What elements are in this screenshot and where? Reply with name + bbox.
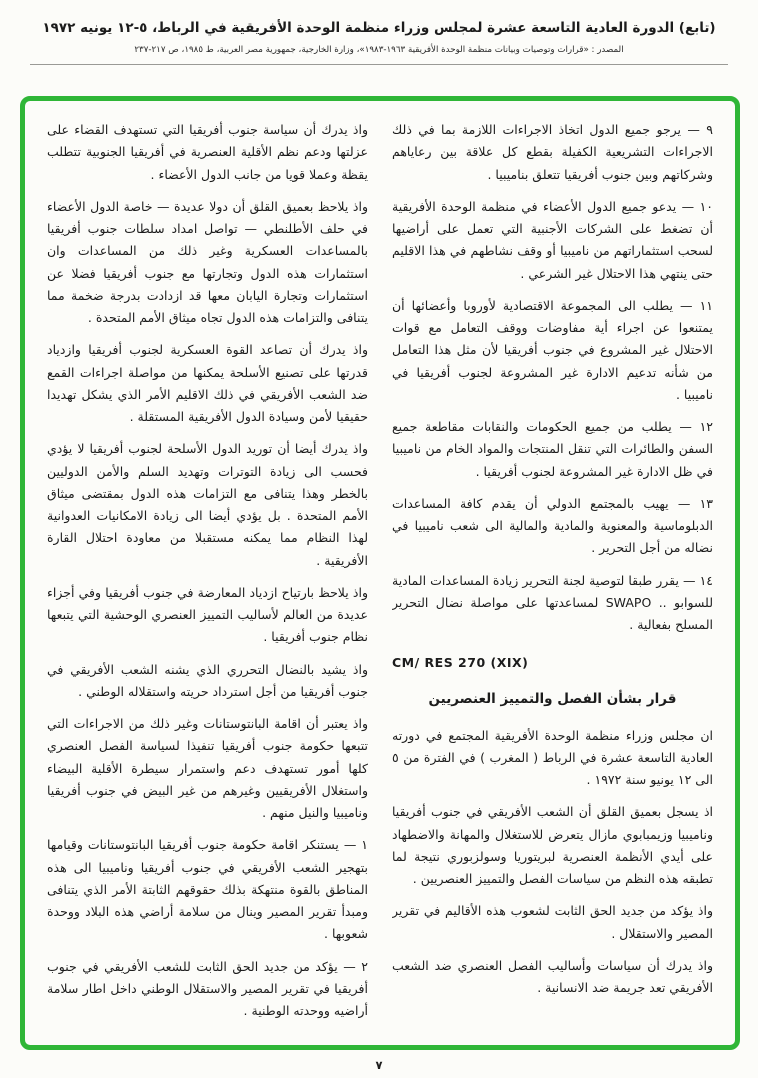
document-source: المصدر : «قرارات وتوصيات وبيانات منظمة الوحدة الأفريقية ١٩٦٣-١٩٨٣»، وزارة الخارجية، جمهورية مصر العربية، ط ١٩٨٥، ص ٢١٧-٢٣٧ — [30, 45, 728, 65]
paragraph: ١٣ — يهيب بالمجتمع الدولي أن يقدم كافة المساعدات الدبلوماسية والمعنوية والمادية والمالية الى شعب ناميبيا في نضاله من أجل التحرير . — [392, 495, 713, 556]
paragraph: واذ يشيد بالنضال التحرري الذي يشنه الشعب الأفريقي في جنوب أفريقيا من أجل استرداد حريته واستقلاله الوطني . — [47, 661, 368, 699]
resolution-code: CM/ RES 270 (XIX) — [392, 655, 529, 671]
paragraph: ٩ — يرجو جميع الدول اتخاذ الاجراءات اللازمة بما في ذلك الاجراءات التشريعية الكفيلة بقطع كل علاقة بين رعاياهم وشركاتهم وبين جنوب أفريقيا تتعلق بناميبيا . — [392, 122, 713, 182]
paragraph: اذ يسجل بعميق القلق أن الشعب الأفريقي في جنوب أفريقيا وناميبيا وزيمبابوي مازال يتعرض للاستغلال والمهانة والاضطهاد على أيدي الأنظمة العنصرية لبريتوريا وسولزبوري نتيجة لما تطبقه هذه النظم من سياسات الفصل والتمييز العنصريين . — [392, 804, 713, 887]
resolution-heading: قرار بشأن الفصل والتمييز العنصريين — [428, 690, 677, 707]
paragraph: واذ يلاحظ بعميق القلق أن دولا عديدة — خاصة الدول الأعضاء في حلف الأطلنطي — تواصل امداد سلطات جنوب أفريقيا بالمساعدات العسكرية وغير ذلك من المساعدات وان استثمارات هذه الدول وتجارتها مع جنوب أفريقيا فضلا عن استثمارات وتجارة اليابان معها قد ازدادت بدرجة ضخمة مما يتنافى والتزامات هذه الدول تجاه ميثاق الأمم المتحدة . — [47, 198, 368, 325]
paragraph: واذ يدرك أن سياسات وأساليب الفصل العنصري ضد الشعب الأفريقي تعد جريمة ضد الانسانية . — [392, 957, 713, 996]
document-header — [0, 0, 758, 65]
paragraph: ١٢ — يطلب من جميع الحكومات والنقابات مقاطعة جميع السفن والطائرات التي تنقل المنتجات والمواد الخام من ناميبيا في ظل الادارة غير المشروعة لجنوب أفريقيا . — [392, 419, 713, 479]
page-number: ٧ — [375, 1058, 383, 1072]
page-footer — [0, 1054, 758, 1073]
text-columns — [47, 119, 713, 1027]
document-title: (تابع) الدورة العادية التاسعة عشرة لمجلس وزراء منظمة الوحدة الأفريقية في الرباط، ٥-١٢ يونيه ١٩٧٢ — [42, 20, 716, 36]
paragraph: واذ يدرك أن سياسة جنوب أفريقيا التي تستهدف القضاء على عزلتها ودعم نظم الأقلية العنصرية في أفريقيا الجنوبية تتطلب يقظة وعملا قويا من جانب الدول الأعضاء . — [47, 122, 368, 182]
paragraph: ١١ — يطلب الى المجموعة الاقتصادية لأوروبا وأعضائها أن يمتنعوا عن اجراء أية مفاوضات ووقف التعامل مع قوات الاحتلال غير المشروع في جنوب أفريقيا لأن مثل هذا التعامل من شأنه تدعيم الادارة غير المشروعة لجنوب أفريقيا في ناميبيا . — [392, 297, 713, 402]
paragraph: واذ يؤكد من جديد الحق الثابت لشعوب هذه الأقاليم في تقرير المصير والاستقلال . — [392, 903, 713, 941]
paragraph: واذ يلاحظ بارتياح ازدياد المعارضة في جنوب أفريقيا وفي أجزاء عديدة من العالم لأساليب التمييز العنصري الوحشية التي يتبعها نظام جنوب أفريقيا . — [47, 584, 368, 645]
paragraph: ٢ — يؤكد من جديد الحق الثابت للشعب الأفريقي في جنوب أفريقيا في تقرير المصير والاستقلال الوطني داخل اطار سلامة أراضيه ووحدته الوطنية . — [47, 958, 368, 1018]
paragraph: ١ — يستنكر اقامة حكومة جنوب أفريقيا البانتوستانات وقيامها بتهجير الشعب الأفريقي في جنوب أفريقيا وناميبيا الى هذه المناطق بالقوة منتهكة بذلك حقوقهم الثابتة الأمر الذي يتنافى ومبدأ تقرير المصير وينال من سلامة أراضي هذه البلاد ووحدة شعوبها . — [47, 837, 368, 942]
paragraph: واذ يدرك أن تصاعد القوة العسكرية لجنوب أفريقيا وازدياد قدرتها على تصنيع الأسلحة يمكنها من مواصلة اجراءات القمع ضد الشعب الأفريقي في ذلك الاقليم الأمر الذي يشكل تهديدا حقيقيا لأمن وسيادة الدول الأفريقية المستقلة . — [47, 342, 368, 424]
paragraph: واذ يعتبر أن اقامة البانتوستانات وغير ذلك من الاجراءات التي تتبعها حكومة جنوب أفريقيا تنفيذا لسياسة الفصل العنصري كلها أمور تستهدف دعم واستمرار سيطرة الأقلية البيضاء واستغلال الأفريقيين وغيرهم من غير البيض في جنوب أفريقيا وناميبيا والنيل منهم . — [47, 716, 368, 820]
paragraph: واذ يدرك أيضا أن توريد الدول الأسلحة لجنوب أفريقيا لا يؤدي فحسب الى زيادة التوترات وتهديد السلم والأمن الدوليين بالخطر وهذا يتنافى مع التزامات هذه الدول بمقتضى ميثاق الأمم المتحدة . بل يؤدي أيضا الى زيادة الامكانيات العدوانية لهذا النظام مما يمكنه مستقبلا من معاودة احتلال القارة الأفريقية . — [47, 441, 368, 568]
content-frame — [20, 96, 740, 1050]
paragraph: ان مجلس وزراء منظمة الوحدة الأفريقية المجتمع في دورته العادية التاسعة عشرة في الرباط ( المغرب ) في الفترة من ٥ الى ١٢ يونيو سنة ١٩٧٢ . — [392, 727, 713, 788]
paragraph: ١٤ — يقرر طبقا لتوصية لجنة التحرير زيادة المساعدات المادية للسوابو .. SWAPO لمساعدتها على مواصلة نضال التحرير المسلح بفعالية . — [392, 572, 713, 632]
right-column — [392, 119, 713, 1027]
paragraph: ١٠ — يدعو جميع الدول الأعضاء في منظمة الوحدة الأفريقية أن تضغط على الشركات الأجنبية التي تعمل على أراضيها لسحب استثماراتهم من ناميبيا أو وقف نشاطهم في هذا الاقليم حتى ينتهي هذا الاحتلال غير الشرعي . — [392, 198, 713, 281]
left-column — [47, 119, 368, 1027]
